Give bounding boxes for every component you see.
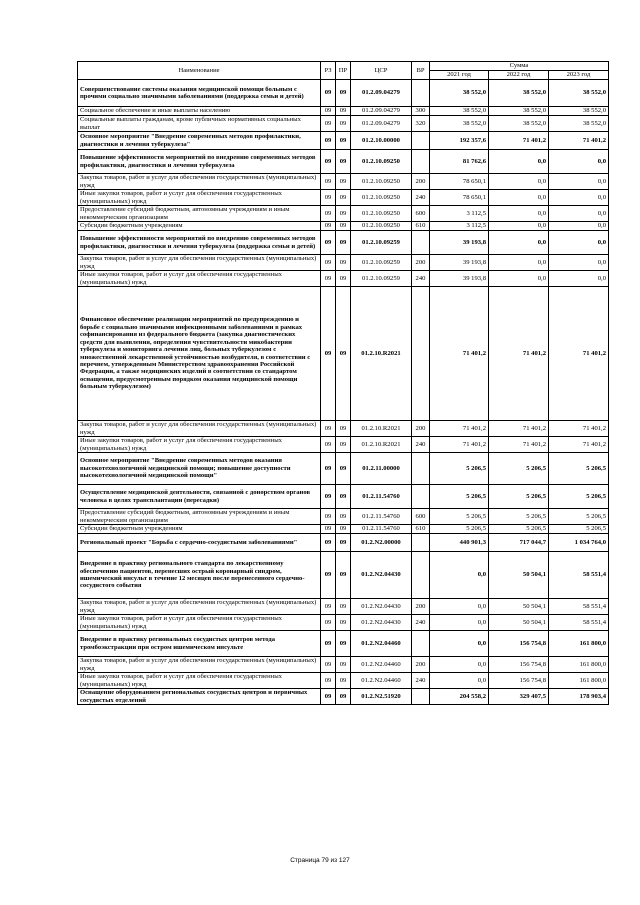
table-row [78, 116, 609, 132]
row-vr: 200 [412, 599, 430, 615]
row-amount-2022: 71 401,2 [489, 287, 549, 421]
row-vr: 200 [412, 174, 430, 190]
table-row [78, 174, 609, 190]
row-csr: 01.2.09.04279 [351, 107, 412, 116]
row-pr: 09 [336, 174, 351, 190]
row-pr: 09 [336, 222, 351, 231]
row-amount-2022: 38 552,0 [489, 80, 549, 107]
row-amount-2021: 3 112,5 [430, 222, 489, 231]
row-name: Оснащение оборудованием региональных сосудистых центров и первичных сосудистых отделений [78, 689, 321, 705]
row-amount-2021: 0,0 [430, 552, 489, 599]
header-rz: РЗ [321, 62, 336, 80]
table-row [78, 287, 609, 421]
row-csr: 01.2.09.04279 [351, 80, 412, 107]
row-rz: 09 [321, 150, 336, 174]
row-rz: 09 [321, 107, 336, 116]
header-year-2023: 2023 год [549, 71, 609, 80]
row-vr: 320 [412, 116, 430, 132]
row-amount-2022: 0,0 [489, 190, 549, 206]
row-pr: 09 [336, 150, 351, 174]
row-amount-2021: 71 401,2 [430, 287, 489, 421]
row-rz: 09 [321, 421, 336, 437]
row-amount-2022: 38 552,0 [489, 107, 549, 116]
row-rz: 09 [321, 255, 336, 271]
header-name: Наименование [78, 62, 321, 80]
row-rz: 09 [321, 525, 336, 534]
row-rz: 09 [321, 453, 336, 485]
row-amount-2022: 50 504,1 [489, 615, 549, 631]
row-csr: 01.2.10.00000 [351, 132, 412, 150]
budget-table [77, 61, 609, 705]
row-csr: 01.2.09.04279 [351, 116, 412, 132]
row-amount-2021: 0,0 [430, 615, 489, 631]
table-row [78, 453, 609, 485]
row-rz: 09 [321, 206, 336, 222]
row-amount-2023: 161 800,0 [549, 631, 609, 657]
header-vr: ВР [412, 62, 430, 80]
row-amount-2021: 38 552,0 [430, 80, 489, 107]
row-vr [412, 631, 430, 657]
row-amount-2023: 5 206,5 [549, 485, 609, 509]
row-amount-2021: 39 193,8 [430, 231, 489, 255]
row-vr: 240 [412, 190, 430, 206]
row-csr: 01.2.10.R2021 [351, 437, 412, 453]
row-rz: 09 [321, 657, 336, 673]
row-pr: 09 [336, 271, 351, 287]
row-name: Повышение эффективности мероприятий по внедрению современных методов профилактики, диагностики и лечения туберкулеза [78, 150, 321, 174]
table-row [78, 631, 609, 657]
table-row [78, 132, 609, 150]
row-csr: 01.2.10.09250 [351, 190, 412, 206]
row-name: Субсидии бюджетным учреждениям [78, 222, 321, 231]
row-rz: 09 [321, 485, 336, 509]
row-pr: 09 [336, 231, 351, 255]
row-amount-2022: 717 044,7 [489, 534, 549, 552]
row-csr: 01.2.10.09259 [351, 231, 412, 255]
table-row [78, 437, 609, 453]
row-amount-2022: 50 504,1 [489, 552, 549, 599]
row-csr: 01.2.10.09250 [351, 174, 412, 190]
row-pr: 09 [336, 132, 351, 150]
row-csr: 01.2.10.09250 [351, 150, 412, 174]
row-csr: 01.2.N2.00000 [351, 534, 412, 552]
table-row [78, 255, 609, 271]
row-amount-2022: 0,0 [489, 231, 549, 255]
row-amount-2021: 440 901,3 [430, 534, 489, 552]
row-amount-2023: 38 552,0 [549, 116, 609, 132]
row-csr: 01.2.10.09250 [351, 206, 412, 222]
row-rz: 09 [321, 552, 336, 599]
row-amount-2022: 71 401,2 [489, 132, 549, 150]
table-row [78, 552, 609, 599]
row-amount-2022: 5 206,5 [489, 485, 549, 509]
row-amount-2023: 1 034 764,0 [549, 534, 609, 552]
row-amount-2022: 5 206,5 [489, 453, 549, 485]
row-amount-2021: 0,0 [430, 599, 489, 615]
row-name: Совершенствование системы оказания медицинской помощи больным с прочими социально значимыми заболеваниями (поддержка семьи и детей) [78, 80, 321, 107]
row-name: Иные закупки товаров, работ и услуг для обеспечения государственных (муниципальных) нужд [78, 190, 321, 206]
row-amount-2023: 161 800,0 [549, 657, 609, 673]
table-row [78, 150, 609, 174]
row-vr [412, 132, 430, 150]
row-amount-2022: 329 407,5 [489, 689, 549, 705]
row-csr: 01.2.11.54760 [351, 485, 412, 509]
row-vr: 240 [412, 437, 430, 453]
table-row [78, 206, 609, 222]
row-amount-2023: 0,0 [549, 206, 609, 222]
row-name: Социальное обеспечение и иные выплаты населению [78, 107, 321, 116]
row-amount-2023: 71 401,2 [549, 421, 609, 437]
row-pr: 09 [336, 287, 351, 421]
row-vr [412, 80, 430, 107]
row-rz: 09 [321, 190, 336, 206]
row-name: Субсидии бюджетным учреждениям [78, 525, 321, 534]
row-amount-2021: 5 206,5 [430, 485, 489, 509]
row-name: Иные закупки товаров, работ и услуг для обеспечения государственных (муниципальных) нужд [78, 437, 321, 453]
row-rz: 09 [321, 271, 336, 287]
header-csr: ЦСР [351, 62, 412, 80]
row-amount-2021: 5 206,5 [430, 509, 489, 525]
row-amount-2021: 39 193,8 [430, 271, 489, 287]
table-row [78, 107, 609, 116]
table-row [78, 190, 609, 206]
row-amount-2021: 5 206,5 [430, 453, 489, 485]
row-vr: 240 [412, 271, 430, 287]
row-amount-2021: 78 650,1 [430, 174, 489, 190]
table-row [78, 599, 609, 615]
row-amount-2022: 0,0 [489, 150, 549, 174]
row-amount-2021: 204 558,2 [430, 689, 489, 705]
header-year-2021: 2021 год [430, 71, 489, 80]
row-csr: 01.2.11.54760 [351, 525, 412, 534]
row-csr: 01.2.10.09259 [351, 271, 412, 287]
table-row [78, 534, 609, 552]
row-pr: 09 [336, 534, 351, 552]
row-amount-2023: 58 551,4 [549, 552, 609, 599]
table-row [78, 673, 609, 689]
row-vr: 200 [412, 657, 430, 673]
row-pr: 09 [336, 657, 351, 673]
row-vr [412, 453, 430, 485]
row-pr: 09 [336, 673, 351, 689]
row-vr [412, 150, 430, 174]
row-vr: 300 [412, 107, 430, 116]
row-rz: 09 [321, 615, 336, 631]
row-pr: 09 [336, 631, 351, 657]
row-rz: 09 [321, 231, 336, 255]
row-vr [412, 231, 430, 255]
row-pr: 09 [336, 689, 351, 705]
row-amount-2022: 0,0 [489, 222, 549, 231]
row-amount-2021: 78 650,1 [430, 190, 489, 206]
row-pr: 09 [336, 107, 351, 116]
row-name: Иные закупки товаров, работ и услуг для обеспечения государственных (муниципальных) нужд [78, 673, 321, 689]
row-csr: 01.2.10.09259 [351, 255, 412, 271]
row-vr: 600 [412, 206, 430, 222]
row-csr: 01.2.N2.51920 [351, 689, 412, 705]
row-pr: 09 [336, 255, 351, 271]
row-amount-2023: 71 401,2 [549, 287, 609, 421]
row-rz: 09 [321, 509, 336, 525]
row-amount-2021: 5 206,5 [430, 525, 489, 534]
row-amount-2022: 156 754,8 [489, 673, 549, 689]
row-amount-2021: 0,0 [430, 673, 489, 689]
row-vr [412, 287, 430, 421]
row-amount-2023: 0,0 [549, 231, 609, 255]
row-csr: 01.2.N2.04460 [351, 673, 412, 689]
row-pr: 09 [336, 599, 351, 615]
row-csr: 01.2.N2.04430 [351, 599, 412, 615]
row-pr: 09 [336, 552, 351, 599]
row-amount-2022: 5 206,5 [489, 525, 549, 534]
row-pr: 09 [336, 437, 351, 453]
row-name: Предоставление субсидий бюджетным, автономным учреждениям и иным некоммерческим организациям [78, 206, 321, 222]
row-csr: 01.2.10.R2021 [351, 421, 412, 437]
row-pr: 09 [336, 421, 351, 437]
header-pr: ПР [336, 62, 351, 80]
table-row [78, 421, 609, 437]
row-name: Финансовое обеспечение реализации мероприятий по предупреждению и борьбе с социально значимыми инфекционными заболеваниями в рамках софинансирования из федерального бюджета (закупка диагностических средств для выявления, определения чувствительности микобактерии туберкулеза и мониторинга лечения лиц, больных туберкулезом с множественной лекарственной устойчивостью возбудителя, в соответствии с перечнем, утвержденным Министерством здравоохранения Российской Федерации, а также медицинских изделий в соответствии со стандартом оснащения, предусмотренным порядком оказания медицинской помощи больным туберкулезом) [78, 287, 321, 421]
row-amount-2021: 3 112,5 [430, 206, 489, 222]
table-row [78, 231, 609, 255]
row-rz: 09 [321, 80, 336, 107]
row-amount-2021: 71 401,2 [430, 437, 489, 453]
row-name: Внедрение в практику региональных сосудистых центров метода тромбоэкстракции при остром ишемическом инсульте [78, 631, 321, 657]
row-name: Предоставление субсидий бюджетным, автономным учреждениям и иным некоммерческим организациям [78, 509, 321, 525]
row-amount-2021: 38 552,0 [430, 107, 489, 116]
row-vr: 240 [412, 615, 430, 631]
row-pr: 09 [336, 190, 351, 206]
row-name: Иные закупки товаров, работ и услуг для обеспечения государственных (муниципальных) нужд [78, 271, 321, 287]
row-name: Повышение эффективности мероприятий по внедрению современных методов профилактики, диагностики и лечения туберкулеза (поддержка семьи и детей) [78, 231, 321, 255]
row-amount-2023: 0,0 [549, 222, 609, 231]
row-amount-2022: 0,0 [489, 255, 549, 271]
row-amount-2022: 71 401,2 [489, 437, 549, 453]
table-row [78, 509, 609, 525]
row-vr [412, 552, 430, 599]
row-amount-2022: 0,0 [489, 206, 549, 222]
row-amount-2022: 0,0 [489, 174, 549, 190]
table-body [78, 80, 609, 705]
row-pr: 09 [336, 509, 351, 525]
row-rz: 09 [321, 174, 336, 190]
row-vr [412, 485, 430, 509]
row-rz: 09 [321, 222, 336, 231]
row-amount-2023: 0,0 [549, 150, 609, 174]
row-vr: 200 [412, 255, 430, 271]
row-pr: 09 [336, 116, 351, 132]
row-rz: 09 [321, 132, 336, 150]
row-amount-2021: 0,0 [430, 657, 489, 673]
table-row [78, 222, 609, 231]
row-amount-2022: 50 504,1 [489, 599, 549, 615]
row-rz: 09 [321, 599, 336, 615]
row-pr: 09 [336, 525, 351, 534]
row-amount-2023: 58 551,4 [549, 615, 609, 631]
table-row [78, 80, 609, 107]
header-year-2022: 2022 год [489, 71, 549, 80]
row-amount-2023: 71 401,2 [549, 437, 609, 453]
row-rz: 09 [321, 437, 336, 453]
row-amount-2022: 5 206,5 [489, 509, 549, 525]
row-vr: 600 [412, 509, 430, 525]
table-row [78, 485, 609, 509]
row-csr: 01.2.N2.04430 [351, 552, 412, 599]
row-amount-2023: 58 551,4 [549, 599, 609, 615]
row-amount-2023: 178 903,4 [549, 689, 609, 705]
row-csr: 01.2.N2.04430 [351, 615, 412, 631]
row-csr: 01.2.N2.04460 [351, 631, 412, 657]
row-amount-2023: 5 206,5 [549, 509, 609, 525]
page-number: Страница 79 из 127 [290, 857, 350, 864]
row-amount-2021: 71 401,2 [430, 421, 489, 437]
row-name: Закупка товаров, работ и услуг для обеспечения государственных (муниципальных) нужд [78, 255, 321, 271]
row-amount-2022: 38 552,0 [489, 116, 549, 132]
row-name: Основное мероприятие "Внедрение современных методов профилактики, диагностики и лечения туберкулеза" [78, 132, 321, 150]
table-header [78, 62, 609, 80]
row-amount-2023: 0,0 [549, 174, 609, 190]
row-pr: 09 [336, 453, 351, 485]
row-name: Основное мероприятие "Внедрение современных методов оказания высокотехнологичной медицинской помощи; повышение доступности высокотехнологичной медицинской помощи" [78, 453, 321, 485]
row-rz: 09 [321, 689, 336, 705]
table-row [78, 689, 609, 705]
row-name: Социальные выплаты гражданам, кроме публичных нормативных социальных выплат [78, 116, 321, 132]
row-name: Иные закупки товаров, работ и услуг для обеспечения государственных (муниципальных) нужд [78, 615, 321, 631]
row-csr: 01.2.N2.04460 [351, 657, 412, 673]
row-csr: 01.2.11.00000 [351, 453, 412, 485]
row-amount-2021: 38 552,0 [430, 116, 489, 132]
row-name: Закупка товаров, работ и услуг для обеспечения государственных (муниципальных) нужд [78, 657, 321, 673]
row-pr: 09 [336, 485, 351, 509]
row-vr: 240 [412, 673, 430, 689]
row-rz: 09 [321, 116, 336, 132]
table-row [78, 525, 609, 534]
row-rz: 09 [321, 673, 336, 689]
row-amount-2021: 192 357,6 [430, 132, 489, 150]
row-amount-2023: 71 401,2 [549, 132, 609, 150]
table-row [78, 615, 609, 631]
row-name: Закупка товаров, работ и услуг для обеспечения государственных (муниципальных) нужд [78, 421, 321, 437]
row-pr: 09 [336, 80, 351, 107]
row-name: Внедрение в практику регионального стандарта по лекарственному обеспечению пациентов, перенесших острый коронарный синдром, ишемический инсульт в течение 12 месяцев после перенесенного сердечно-сосудистого события [78, 552, 321, 599]
row-amount-2021: 81 762,6 [430, 150, 489, 174]
header-sum: Сумма [430, 62, 609, 71]
row-amount-2023: 161 800,0 [549, 673, 609, 689]
row-amount-2023: 0,0 [549, 255, 609, 271]
row-rz: 09 [321, 287, 336, 421]
row-csr: 01.2.11.54760 [351, 509, 412, 525]
row-amount-2023: 0,0 [549, 271, 609, 287]
row-csr: 01.2.10.09250 [351, 222, 412, 231]
row-amount-2023: 5 206,5 [549, 453, 609, 485]
row-amount-2023: 38 552,0 [549, 80, 609, 107]
row-name: Осуществление медицинской деятельности, связанной с донорством органов человека в целях трансплантации (пересадки) [78, 485, 321, 509]
row-vr: 610 [412, 525, 430, 534]
row-vr [412, 534, 430, 552]
row-vr: 610 [412, 222, 430, 231]
row-amount-2022: 156 754,8 [489, 631, 549, 657]
row-amount-2021: 39 193,8 [430, 255, 489, 271]
row-amount-2023: 38 552,0 [549, 107, 609, 116]
row-pr: 09 [336, 206, 351, 222]
row-csr: 01.2.10.R2021 [351, 287, 412, 421]
row-amount-2022: 156 754,8 [489, 657, 549, 673]
row-name: Региональный проект "Борьба с сердечно-сосудистыми заболеваниями" [78, 534, 321, 552]
row-name: Закупка товаров, работ и услуг для обеспечения государственных (муниципальных) нужд [78, 599, 321, 615]
row-rz: 09 [321, 631, 336, 657]
row-vr: 200 [412, 421, 430, 437]
row-rz: 09 [321, 534, 336, 552]
table-row [78, 271, 609, 287]
row-amount-2022: 0,0 [489, 271, 549, 287]
row-amount-2023: 5 206,5 [549, 525, 609, 534]
row-pr: 09 [336, 615, 351, 631]
row-name: Закупка товаров, работ и услуг для обеспечения государственных (муниципальных) нужд [78, 174, 321, 190]
row-vr [412, 689, 430, 705]
row-amount-2021: 0,0 [430, 631, 489, 657]
row-amount-2023: 0,0 [549, 190, 609, 206]
table-row [78, 657, 609, 673]
row-amount-2022: 71 401,2 [489, 421, 549, 437]
